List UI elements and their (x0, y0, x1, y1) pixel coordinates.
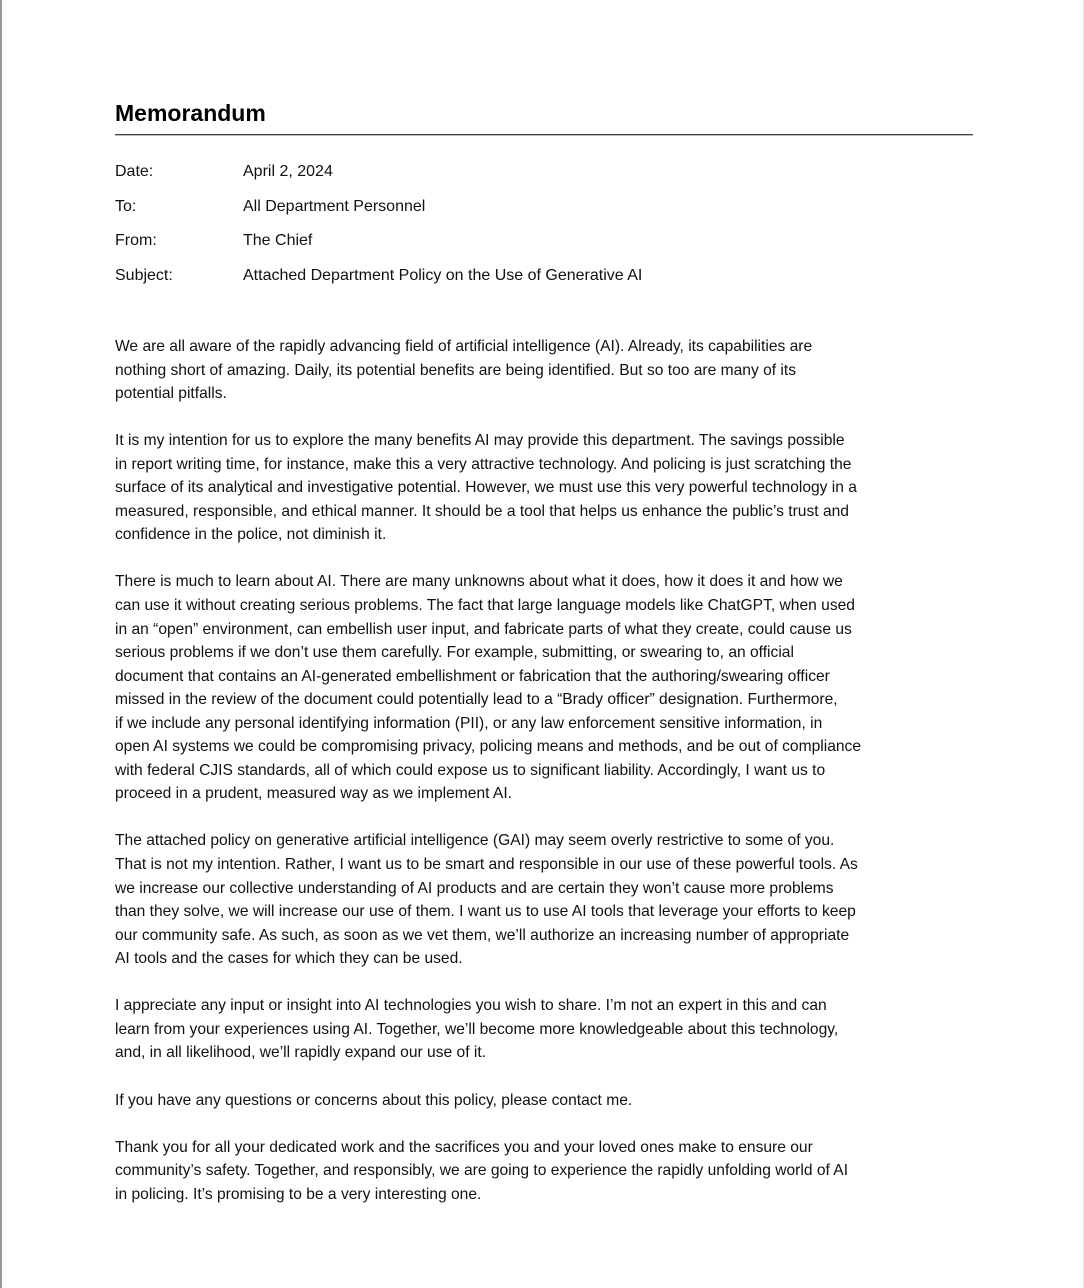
memo-body (115, 335, 975, 1230)
header-value: April 2, 2024 (243, 163, 333, 180)
text-line: confidence in the police, not diminish it. (115, 526, 387, 544)
text-line: our community safe. As such, as soon as we vet them, we’ll authorize an increasing number of appropriate (115, 926, 850, 944)
text-line: proceed in a prudent, measured way as we implement AI. (115, 785, 512, 803)
paragraph (115, 429, 975, 547)
text-line: measured, responsible, and ethical manner. It should be a tool that helps us enhance the public’s trust and (115, 502, 849, 520)
text-line: open AI systems we could be compromising privacy, policing means and methods, and be out of compliance (115, 738, 862, 756)
paragraph (115, 335, 975, 406)
header-value: Attached Department Policy on the Use of Generative AI (243, 267, 643, 284)
text-line: We are all aware of the rapidly advancing field of artificial intelligence (AI). Already, its capabilities are (115, 338, 813, 355)
header-label: Subject: (115, 267, 173, 284)
text-line: in report writing time, for instance, make this a very attractive technology. And policing is just scratching the (115, 455, 852, 473)
text-line: with federal CJIS standards, all of which could expose us to significant liability. Accordingly, I want us to (115, 761, 826, 779)
title-divider (115, 134, 973, 136)
text-line: Thank you for all your dedicated work and the sacrifices you and your loved ones make to ensure our (115, 1138, 813, 1156)
text-line: serious problems if we don’t use them carefully. For example, submitting, or swearing to, an official (115, 644, 794, 662)
text-line: in policing. It’s promising to be a very interesting one. (115, 1185, 482, 1203)
paragraph (115, 1089, 975, 1113)
header-value: All Department Personnel (243, 198, 426, 215)
text-line: learn from your experiences using AI. Together, we’ll become more knowledgeable about this technology, (115, 1020, 839, 1038)
page-edge-left (0, 0, 2, 1288)
text-line: It is my intention for us to explore the many benefits AI may provide this department. The savings possible (115, 432, 845, 450)
header-value: The Chief (243, 232, 313, 249)
text-line: missed in the review of the document could potentially lead to a “Brady officer” designation. Furthermore, (115, 691, 838, 709)
header-label: Date: (115, 163, 154, 180)
text-line: If you have any questions or concerns about this policy, please contact me. (115, 1091, 633, 1109)
text-line: nothing short of amazing. Daily, its potential benefits are being identified. But so too are many of its (115, 361, 797, 379)
text-line: The attached policy on generative artificial intelligence (GAI) may seem overly restrictive to some of you. (115, 832, 835, 850)
memo-title: Memorandum (115, 100, 266, 126)
text-line: potential pitfalls. (115, 385, 227, 403)
paragraph (115, 994, 975, 1065)
header-label: To: (115, 198, 137, 215)
text-line: than they solve, we will increase our use of them. I want us to use AI tools that leverage your efforts to keep (115, 903, 856, 921)
text-line: That is not my intention. Rather, I want us to be smart and responsible in our use of these powerful tools. As (115, 856, 858, 874)
text-line: and, in all likelihood, we’ll rapidly expand our use of it. (115, 1044, 486, 1062)
text-line: if we include any personal identifying information (PII), or any law enforcement sensitive information, in (115, 714, 823, 732)
text-line: in an “open” environment, can embellish user input, and fabricate parts of what they create, could cause us (115, 620, 852, 638)
text-line: community’s safety. Together, and responsibly, we are going to experience the rapidly unfolding world of AI (115, 1162, 849, 1180)
text-line: we increase our collective understanding of AI products and are certain they won’t cause more problems (115, 879, 834, 897)
paragraph (115, 570, 975, 805)
text-line: AI tools and the cases for which they can be used. (115, 950, 463, 968)
text-line: There is much to learn about AI. There are many unknowns about what it does, how it does it and how we (115, 573, 843, 591)
text-line: surface of its analytical and investigative potential. However, we must use this very powerful technology in a (115, 479, 857, 497)
text-line: I appreciate any input or insight into AI technologies you wish to share. I’m not an expert in this and can (115, 997, 827, 1015)
paragraph (115, 829, 975, 970)
text-line: can use it without creating serious problems. The fact that large language models like ChatGPT, when used (115, 597, 855, 615)
paragraph (115, 1136, 975, 1207)
header-label: From: (115, 232, 157, 249)
text-line: document that contains an AI-generated embellishment or fabrication that the authoring/swearing officer (115, 667, 830, 685)
